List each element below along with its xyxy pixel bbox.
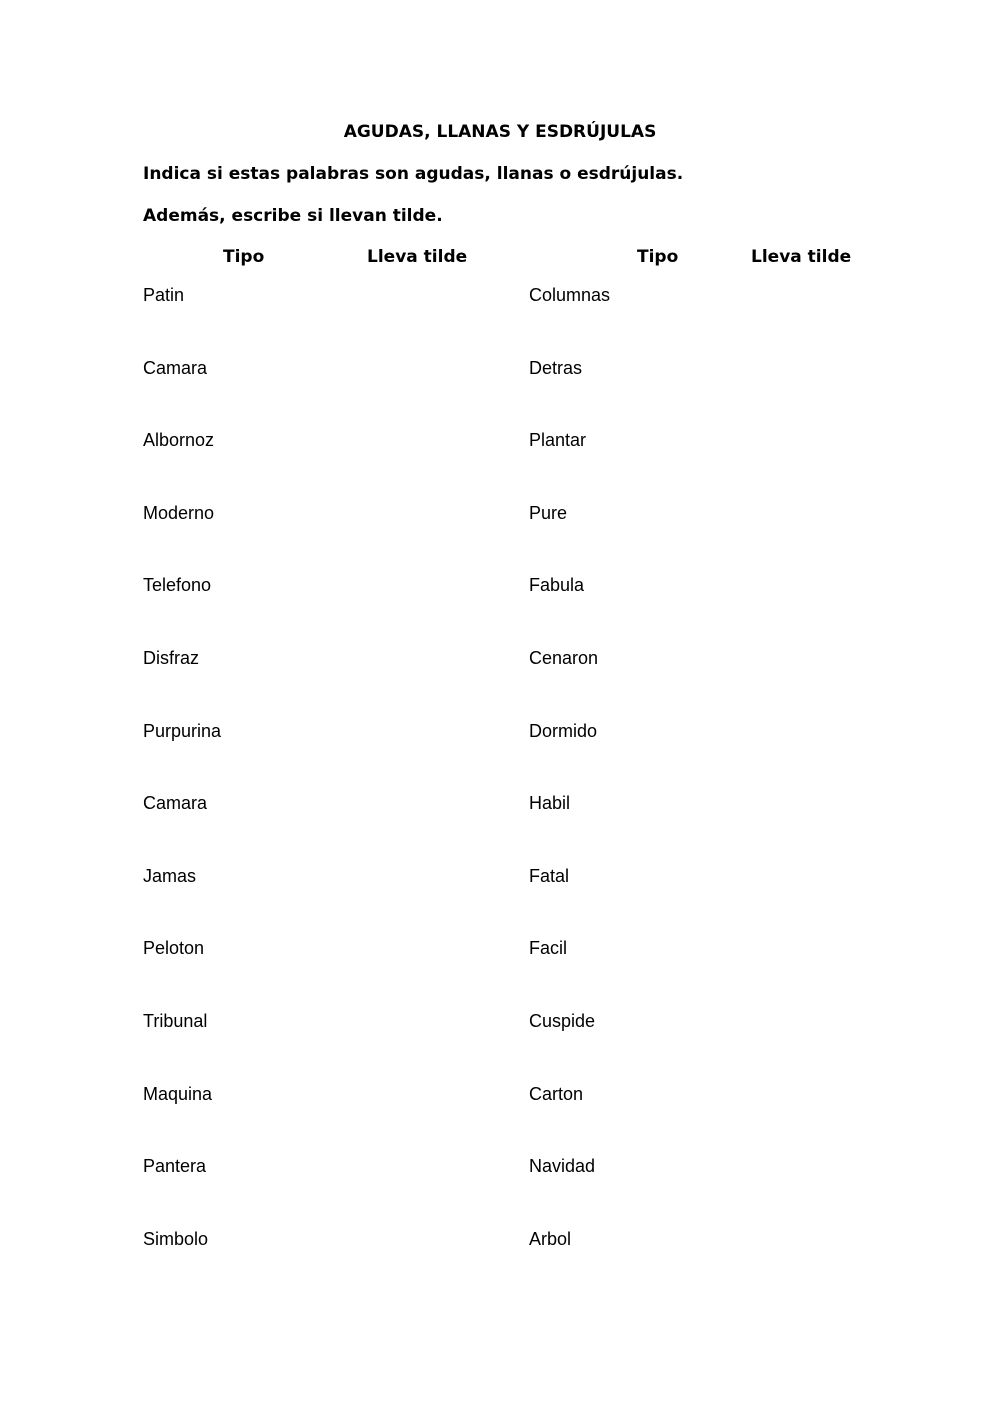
word-item: Cenaron (529, 647, 599, 668)
word-item: Arbol (529, 1228, 572, 1249)
word-item: Moderno (143, 502, 215, 523)
word-item: Tribunal (143, 1010, 208, 1031)
word-item: Jamas (143, 865, 197, 886)
word-item: Telefono (143, 575, 212, 596)
word-item: Pantera (143, 1156, 207, 1177)
word-item: Purpurina (143, 720, 222, 741)
word-item: Albornoz (143, 430, 215, 451)
word-item: Camara (143, 357, 208, 378)
header-lleva-tilde-right: Lleva tilde (751, 247, 852, 267)
word-item: Dormido (529, 720, 598, 741)
word-list-left (143, 283, 221, 1299)
word-item: Facil (529, 938, 568, 959)
header-tipo-left: Tipo (223, 247, 265, 267)
word-item: Habil (529, 793, 571, 814)
word-item: Columnas (529, 285, 611, 305)
instruction-accent: Además, escribe si llevan tilde. (143, 206, 443, 226)
word-item: Detras (529, 357, 583, 378)
word-item: Fabula (529, 575, 585, 596)
word-item: Patin (143, 285, 185, 305)
word-item: Carton (529, 1083, 584, 1104)
word-item: Fatal (529, 865, 570, 886)
word-item: Plantar (529, 430, 587, 451)
word-list-right (529, 283, 610, 1299)
word-item: Maquina (143, 1083, 213, 1104)
word-item: Navidad (529, 1156, 596, 1177)
word-item: Pure (529, 502, 568, 523)
word-item: Disfraz (143, 647, 200, 668)
instruction-classify: Indica si estas palabras son agudas, llanas o esdrújulas. (143, 164, 684, 184)
word-item: Cuspide (529, 1010, 596, 1031)
worksheet-title: AGUDAS, LLANAS Y ESDRÚJULAS (343, 122, 657, 142)
word-item: Camara (143, 793, 208, 814)
word-item: Simbolo (143, 1228, 209, 1249)
word-item: Peloton (143, 938, 205, 959)
header-lleva-tilde-left: Lleva tilde (367, 247, 468, 267)
header-tipo-right: Tipo (637, 247, 679, 267)
